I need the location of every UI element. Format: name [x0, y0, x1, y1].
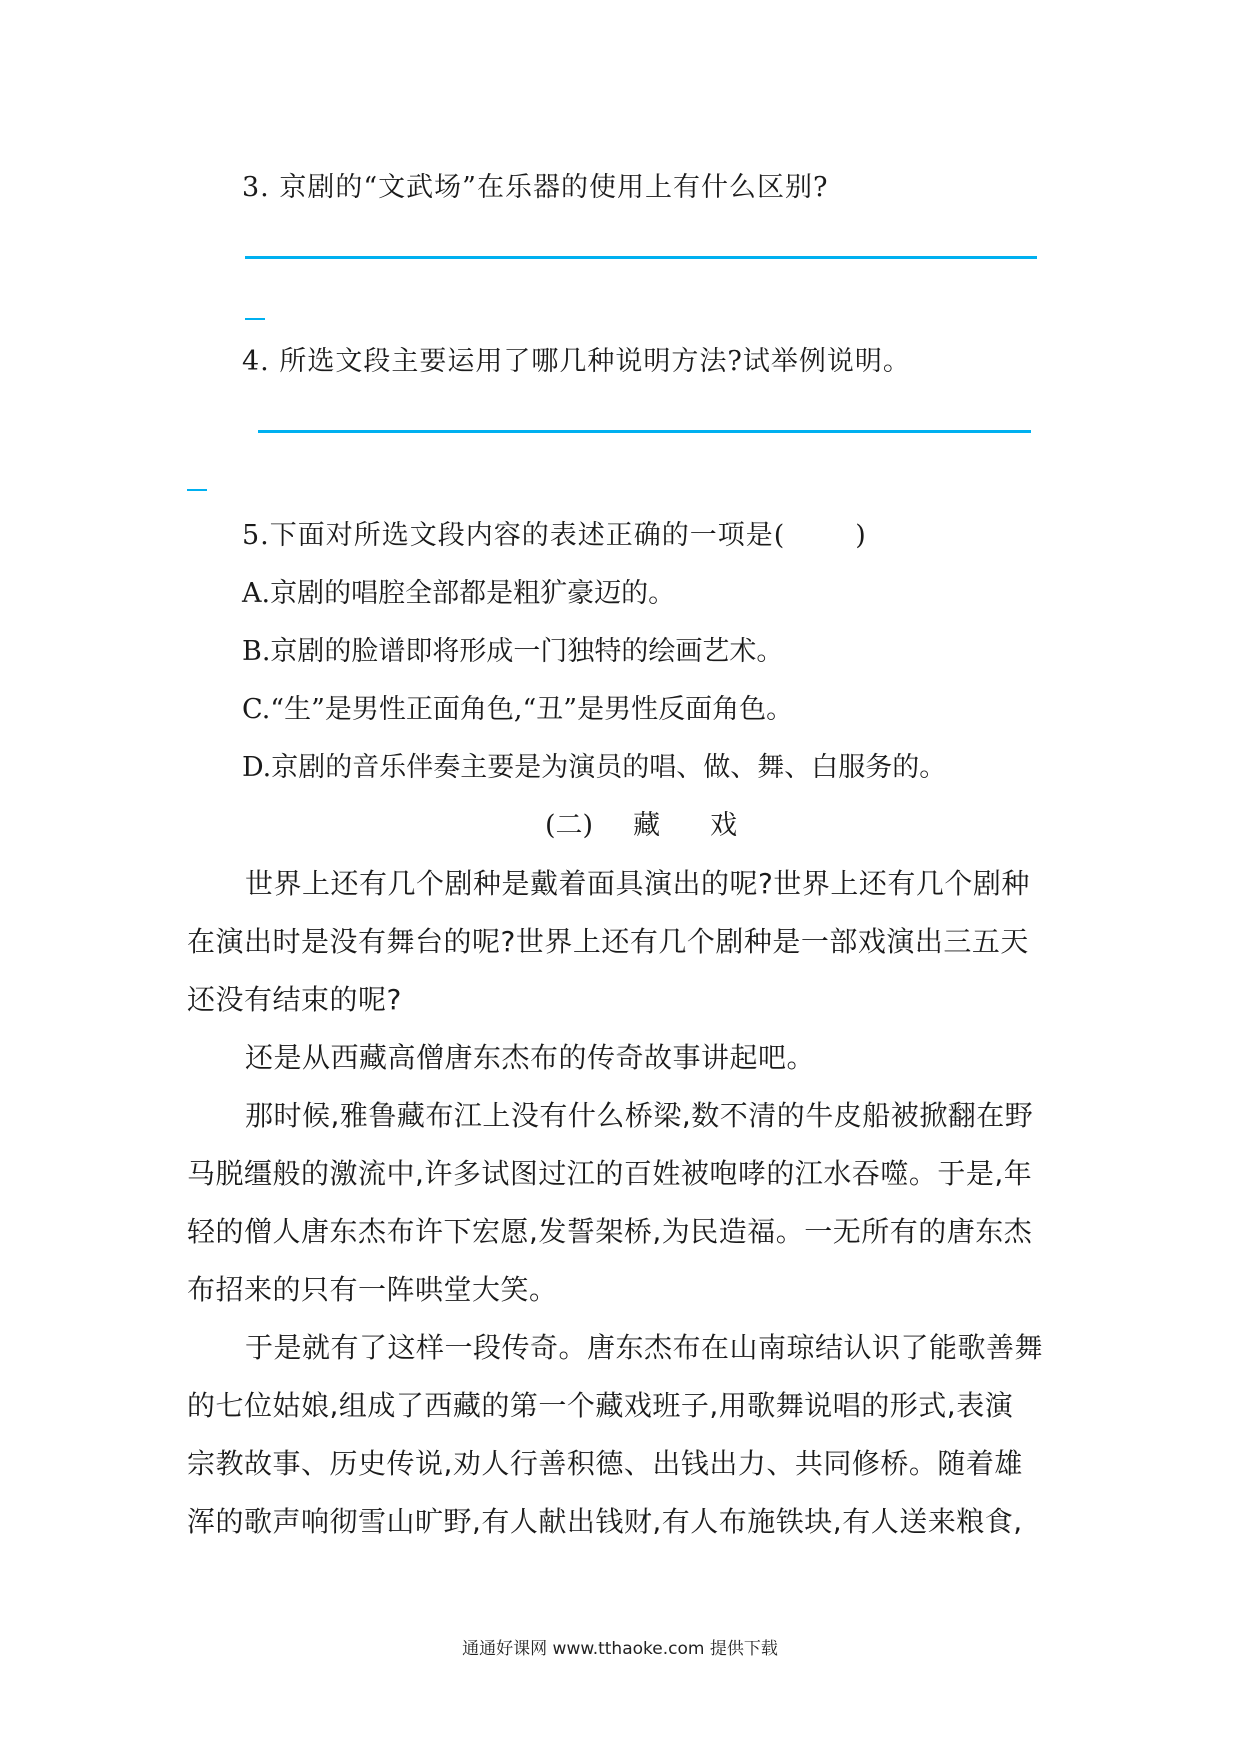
- footer-source: 通通好课网 www.tthaoke.com 提供下载: [462, 1639, 778, 1659]
- passage-line-9: 于是就有了这样一段传奇。唐东杰布在山南琼结认识了能歌善舞: [245, 1331, 1044, 1364]
- section-number: (二): [545, 810, 594, 841]
- question-5: [242, 516, 867, 556]
- section-title-char-1: 藏: [633, 810, 661, 841]
- option-d: D.京剧的音乐伴奏主要是为演员的唱、做、舞、白服务的。: [242, 752, 947, 783]
- passage-line-12: 浑的歌声响彻雪山旷野,有人献出钱财,有人布施铁块,有人送来粮食,: [187, 1505, 1023, 1538]
- question-3: 3. 京剧的“文武场”在乐器的使用上有什么区别?: [242, 172, 829, 203]
- answer-line-q4-continuation[interactable]: [187, 489, 207, 491]
- passage-line-10: 的七位姑娘,组成了西藏的第一个藏戏班子,用歌舞说唱的形式,表演: [187, 1389, 1014, 1422]
- question-4: 4. 所选文段主要运用了哪几种说明方法?试举例说明。: [242, 346, 911, 377]
- option-b: B.京剧的脸谱即将形成一门独特的绘画艺术。: [242, 636, 784, 667]
- passage-line-8: 布招来的只有一阵哄堂大笑。: [187, 1273, 558, 1306]
- answer-line-q3-continuation[interactable]: [245, 318, 265, 320]
- option-c: C.“生”是男性正面角色,“丑”是男性反面角色。: [242, 694, 794, 725]
- answer-line-q4[interactable]: [258, 430, 1031, 433]
- question-5-stem: 5.下面对所选文段内容的表述正确的一项是(: [242, 520, 786, 551]
- passage-line-7: 轻的僧人唐东杰布许下宏愿,发誓架桥,为民造福。一无所有的唐东杰: [187, 1215, 1033, 1248]
- question-5-stem-end: ): [855, 520, 867, 551]
- passage-line-4: 还是从西藏高僧唐东杰布的传奇故事讲起吧。: [245, 1041, 816, 1074]
- option-a: A.京剧的唱腔全部都是粗犷豪迈的。: [242, 578, 676, 609]
- answer-line-q3[interactable]: [245, 256, 1037, 259]
- passage-line-11: 宗教故事、历史传说,劝人行善积德、出钱出力、共同修桥。随着雄: [187, 1447, 1023, 1480]
- passage-line-5: 那时候,雅鲁藏布江上没有什么桥梁,数不清的牛皮船被掀翻在野: [245, 1099, 1034, 1132]
- passage-line-3: 还没有结束的呢?: [187, 983, 402, 1016]
- section-title-char-2: 戏: [710, 810, 738, 841]
- passage-line-6: 马脱缰般的激流中,许多试图过江的百姓被咆哮的江水吞噬。于是,年: [187, 1157, 1033, 1190]
- passage-line-2: 在演出时是没有舞台的呢?世界上还有几个剧种是一部戏演出三五天: [187, 925, 1029, 958]
- section-title: [545, 806, 737, 846]
- passage-line-1: 世界上还有几个剧种是戴着面具演出的呢?世界上还有几个剧种: [245, 867, 1030, 900]
